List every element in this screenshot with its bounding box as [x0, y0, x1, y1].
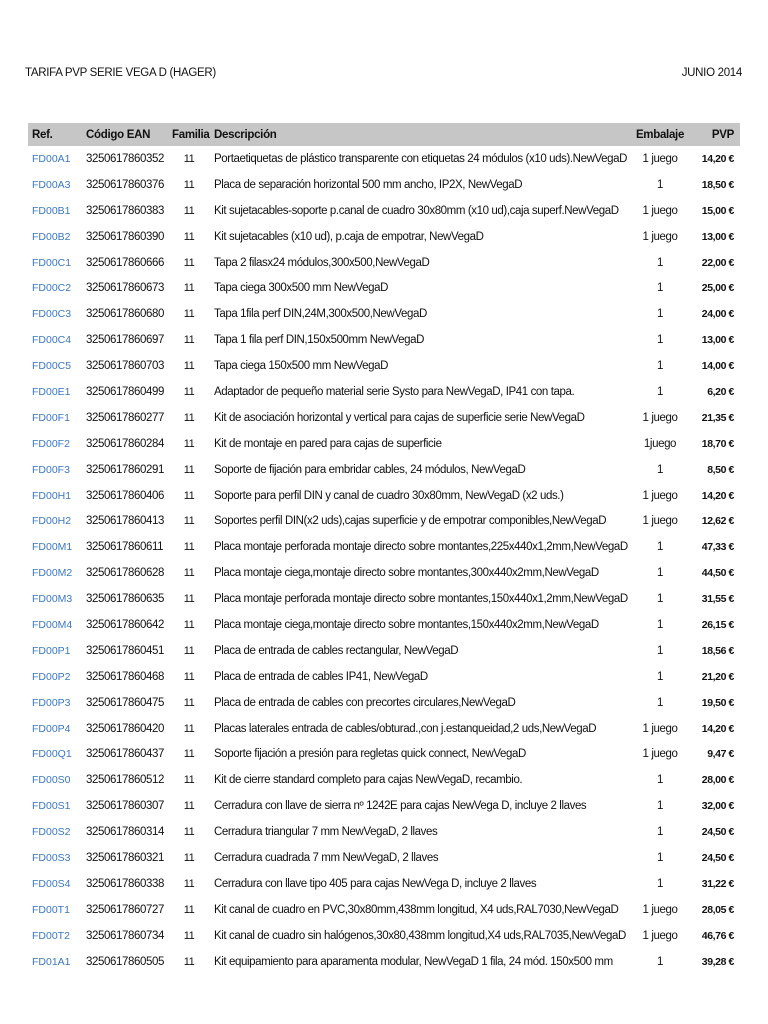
ean-cell: 3250617860635: [86, 593, 164, 606]
descripcion-cell: Placa de entrada de cables IP41, NewVegaD: [214, 670, 428, 683]
descripcion-cell: Placas laterales entrada de cables/obturad.,con j.estanqueidad,2 uds,NewVegaD: [214, 722, 597, 735]
pvp-cell: 25,00 €: [701, 282, 734, 295]
descripcion-cell: Cerradura triangular 7 mm NewVegaD, 2 llaves: [214, 826, 438, 839]
familia-cell: 11: [183, 618, 195, 631]
pvp-cell: 12,62 €: [701, 515, 734, 528]
ean-cell: 3250617860376: [86, 178, 164, 191]
embalaje-cell: 1: [657, 618, 663, 631]
ref-cell: FD00A1: [32, 152, 71, 165]
ean-cell: 3250617860703: [86, 360, 164, 373]
embalaje-cell: 1: [657, 593, 663, 606]
table-row: [28, 250, 740, 276]
embalaje-cell: 1: [657, 851, 663, 864]
ref-cell: FD00T1: [32, 903, 70, 916]
table-row: [28, 560, 740, 586]
ean-cell: 3250617860390: [86, 230, 164, 243]
pvp-cell: 24,50 €: [701, 826, 734, 839]
ref-cell: FD00P1: [32, 644, 71, 657]
table-row: [28, 767, 740, 793]
familia-cell: 11: [183, 748, 195, 761]
pvp-cell: 18,56 €: [701, 644, 734, 657]
embalaje-cell: 1: [657, 256, 663, 269]
familia-cell: 11: [183, 929, 195, 942]
embalaje-cell: 1 juego: [642, 722, 678, 735]
descripcion-cell: Placa montaje perforada montaje directo sobre montantes,225x440x1,2mm,NewVegaD: [214, 541, 628, 554]
pvp-cell: 21,20 €: [701, 670, 734, 683]
familia-cell: 11: [183, 204, 195, 217]
familia-cell: 11: [183, 722, 195, 735]
embalaje-cell: 1: [657, 282, 663, 295]
ref-cell: FD00C5: [32, 360, 72, 373]
ref-cell: FD00M3: [32, 593, 73, 606]
ean-cell: 3250617860321: [86, 851, 164, 864]
table-row: [28, 638, 740, 664]
familia-cell: 11: [183, 955, 195, 968]
pvp-cell: 44,50 €: [701, 567, 734, 580]
pvp-cell: 19,50 €: [701, 696, 734, 709]
ean-cell: 3250617860642: [86, 618, 164, 631]
descripcion-cell: Placa montaje ciega,montaje directo sobre montantes,300x440x2mm,NewVegaD: [214, 567, 599, 580]
familia-cell: 11: [183, 696, 195, 709]
table-row: [28, 923, 740, 949]
ean-cell: 3250617860291: [86, 463, 164, 476]
descripcion-cell: Tapa ciega 300x500 mm NewVegaD: [214, 282, 389, 295]
pvp-cell: 46,76 €: [701, 929, 734, 942]
embalaje-cell: 1 juego: [642, 515, 678, 528]
familia-cell: 11: [183, 385, 195, 398]
pvp-cell: 14,20 €: [701, 152, 734, 165]
table-row: [28, 819, 740, 845]
pvp-cell: 26,15 €: [701, 618, 734, 631]
ref-cell: FD00M4: [32, 618, 73, 631]
column-header-descripcion: Descripción: [214, 128, 277, 141]
pvp-cell: 31,55 €: [701, 593, 734, 606]
ean-cell: 3250617860468: [86, 670, 164, 683]
pvp-cell: 22,00 €: [701, 256, 734, 269]
document-title: TARIFA PVP SERIE VEGA D (HAGER): [25, 67, 216, 79]
descripcion-cell: Kit sujetacables (x10 ud), p.caja de empotrar, NewVegaD: [214, 230, 484, 243]
ean-cell: 3250617860338: [86, 877, 164, 890]
familia-cell: 11: [183, 411, 195, 424]
table-row: [28, 198, 740, 224]
familia-cell: 11: [183, 644, 195, 657]
descripcion-cell: Kit sujetacables-soporte p.canal de cuadro 30x80mm (x10 ud),caja superf.NewVegaD: [214, 204, 619, 217]
descripcion-cell: Adaptador de pequeño material serie Systo para NewVegaD, IP41 con tapa.: [214, 385, 575, 398]
ean-cell: 3250617860406: [86, 489, 164, 502]
descripcion-cell: Placa de separación horizontal 500 mm ancho, IP2X, NewVegaD: [214, 178, 523, 191]
ref-cell: FD00H1: [32, 489, 72, 502]
descripcion-cell: Tapa 1 fila perf DIN,150x500mm NewVegaD: [214, 334, 425, 347]
embalaje-cell: 1: [657, 541, 663, 554]
ean-cell: 3250617860499: [86, 385, 164, 398]
descripcion-cell: Portaetiquetas de plástico transparente con etiquetas 24 módulos (x10 uds).NewVegaD: [214, 152, 628, 165]
table-row: [28, 949, 740, 975]
descripcion-cell: Placa montaje ciega,montaje directo sobre montantes,150x440x2mm,NewVegaD: [214, 618, 599, 631]
ref-cell: FD00P3: [32, 696, 71, 709]
ref-cell: FD00C2: [32, 282, 72, 295]
pvp-cell: 8,50 €: [707, 463, 734, 476]
familia-cell: 11: [183, 541, 195, 554]
descripcion-cell: Soporte fijación a presión para regletas quick connect, NewVegaD: [214, 748, 526, 761]
embalaje-cell: 1: [657, 308, 663, 321]
ean-cell: 3250617860512: [86, 774, 164, 787]
familia-cell: 11: [183, 178, 195, 191]
pvp-cell: 14,00 €: [701, 360, 734, 373]
ref-cell: FD00P2: [32, 670, 71, 683]
descripcion-cell: Kit de cierre standard completo para cajas NewVegaD, recambio.: [214, 774, 523, 787]
table-row: [28, 146, 740, 172]
ref-cell: FD00C3: [32, 308, 72, 321]
embalaje-cell: 1 juego: [642, 929, 678, 942]
familia-cell: 11: [183, 437, 195, 450]
table-row: [28, 586, 740, 612]
descripcion-cell: Kit de asociación horizontal y vertical para cajas de superficie serie NewVegaD: [214, 411, 585, 424]
embalaje-cell: 1: [657, 360, 663, 373]
ref-cell: FD00F2: [32, 437, 70, 450]
table-row: [28, 871, 740, 897]
table-body: [28, 146, 740, 975]
familia-cell: 11: [183, 774, 195, 787]
embalaje-cell: 1 juego: [642, 204, 678, 217]
embalaje-cell: 1juego: [643, 437, 677, 450]
ean-cell: 3250617860505: [86, 955, 164, 968]
table-row: [28, 793, 740, 819]
descripcion-cell: Kit canal de cuadro sin halógenos,30x80,438mm longitud,X4 uds,RAL7035,NewVegaD: [214, 929, 626, 942]
table-row: [28, 741, 740, 767]
descripcion-cell: Tapa 1fila perf DIN,24M,300x500,NewVegaD: [214, 308, 427, 321]
familia-cell: 11: [183, 334, 195, 347]
pvp-cell: 15,00 €: [701, 204, 734, 217]
descripcion-cell: Cerradura cuadrada 7 mm NewVegaD, 2 llaves: [214, 851, 439, 864]
ean-cell: 3250617860451: [86, 644, 164, 657]
descripcion-cell: Placa de entrada de cables con precortes circulares,NewVegaD: [214, 696, 516, 709]
pvp-cell: 28,00 €: [701, 774, 734, 787]
ref-cell: FD00P4: [32, 722, 71, 735]
ean-cell: 3250617860284: [86, 437, 164, 450]
ref-cell: FD00B2: [32, 230, 71, 243]
pvp-cell: 31,22 €: [701, 877, 734, 890]
ref-cell: FD00S0: [32, 774, 71, 787]
table-row: [28, 690, 740, 716]
pvp-cell: 21,35 €: [701, 411, 734, 424]
pvp-cell: 39,28 €: [701, 955, 734, 968]
ref-cell: FD01A1: [32, 955, 71, 968]
table-row: [28, 431, 740, 457]
table-row: [28, 353, 740, 379]
ean-cell: 3250617860307: [86, 800, 164, 813]
familia-cell: 11: [183, 851, 195, 864]
ref-cell: FD00S4: [32, 877, 71, 890]
table-row: [28, 405, 740, 431]
descripcion-cell: Kit de montaje en pared para cajas de superficie: [214, 437, 442, 450]
embalaje-cell: 1: [657, 178, 663, 191]
column-header-ean: Código EAN: [86, 128, 151, 141]
descripcion-cell: Soporte de fijación para embridar cables, 24 módulos, NewVegaD: [214, 463, 526, 476]
pvp-cell: 18,70 €: [701, 437, 734, 450]
embalaje-cell: 1: [657, 644, 663, 657]
descripcion-cell: Kit canal de cuadro en PVC,30x80mm,438mm longitud, X4 uds,RAL7030,NewVegaD: [214, 903, 619, 916]
embalaje-cell: 1 juego: [642, 230, 678, 243]
table-row: [28, 301, 740, 327]
embalaje-cell: 1: [657, 877, 663, 890]
embalaje-cell: 1: [657, 774, 663, 787]
ean-cell: 3250617860314: [86, 826, 164, 839]
ref-cell: FD00F1: [32, 411, 70, 424]
ean-cell: 3250617860611: [86, 541, 164, 554]
descripcion-cell: Cerradura con llave tipo 405 para cajas NewVega D, incluye 2 llaves: [214, 877, 537, 890]
ean-cell: 3250617860475: [86, 696, 164, 709]
descripcion-cell: Placa de entrada de cables rectangular, NewVegaD: [214, 644, 459, 657]
table-row: [28, 897, 740, 923]
ean-cell: 3250617860420: [86, 722, 164, 735]
ean-cell: 3250617860697: [86, 334, 164, 347]
table-row: [28, 612, 740, 638]
descripcion-cell: Tapa ciega 150x500 mm NewVegaD: [214, 360, 389, 373]
ean-cell: 3250617860727: [86, 903, 164, 916]
ref-cell: FD00E1: [32, 385, 71, 398]
embalaje-cell: 1: [657, 463, 663, 476]
familia-cell: 11: [183, 515, 195, 528]
table-row: [28, 457, 740, 483]
ref-cell: FD00Q1: [32, 748, 72, 761]
pvp-cell: 24,50 €: [701, 851, 734, 864]
descripcion-cell: Soporte para perfil DIN y canal de cuadro 30x80mm, NewVegaD (x2 uds.): [214, 489, 564, 502]
embalaje-cell: 1 juego: [642, 489, 678, 502]
table-row: [28, 534, 740, 560]
ean-cell: 3250617860734: [86, 929, 164, 942]
familia-cell: 11: [183, 593, 195, 606]
table-row: [28, 664, 740, 690]
ref-cell: FD00C4: [32, 334, 72, 347]
ref-cell: FD00A3: [32, 178, 71, 191]
pvp-cell: 28,05 €: [701, 903, 734, 916]
table-row: [28, 716, 740, 742]
ean-cell: 3250617860437: [86, 748, 164, 761]
ref-cell: FD00C1: [32, 256, 72, 269]
pvp-cell: 14,20 €: [701, 489, 734, 502]
ref-cell: FD00S2: [32, 826, 71, 839]
descripcion-cell: Soportes perfil DIN(x2 uds),cajas superficie y de empotrar componibles,NewVegaD: [214, 515, 607, 528]
embalaje-cell: 1 juego: [642, 903, 678, 916]
familia-cell: 11: [183, 903, 195, 916]
table-row: [28, 379, 740, 405]
table-row: [28, 508, 740, 534]
ref-cell: FD00S3: [32, 851, 71, 864]
familia-cell: 11: [183, 877, 195, 890]
embalaje-cell: 1: [657, 334, 663, 347]
column-header-ref: Ref.: [32, 128, 53, 141]
ref-cell: FD00M1: [32, 541, 73, 554]
pvp-cell: 13,00 €: [701, 230, 734, 243]
ref-cell: FD00M2: [32, 567, 73, 580]
column-header-pvp: PVP: [711, 128, 734, 141]
embalaje-cell: 1 juego: [642, 748, 678, 761]
descripcion-cell: Tapa 2 filasx24 módulos,300x500,NewVegaD: [214, 256, 430, 269]
descripcion-cell: Placa montaje perforada montaje directo sobre montantes,150x440x1,2mm,NewVegaD: [214, 593, 628, 606]
ean-cell: 3250617860413: [86, 515, 164, 528]
column-header-embalaje: Embalaje: [635, 128, 685, 141]
ean-cell: 3250617860383: [86, 204, 164, 217]
familia-cell: 11: [183, 308, 195, 321]
table-row: [28, 275, 740, 301]
familia-cell: 11: [183, 463, 195, 476]
ean-cell: 3250617860673: [86, 282, 164, 295]
ean-cell: 3250617860680: [86, 308, 164, 321]
embalaje-cell: 1: [657, 955, 663, 968]
table-row: [28, 224, 740, 250]
table-row: [28, 845, 740, 871]
document-date: JUNIO 2014: [681, 67, 742, 79]
ean-cell: 3250617860666: [86, 256, 164, 269]
pvp-cell: 18,50 €: [701, 178, 734, 191]
descripcion-cell: Kit equipamiento para aparamenta modular, NewVegaD 1 fila, 24 mód. 150x500 mm: [214, 955, 613, 968]
pvp-cell: 6,20 €: [707, 385, 734, 398]
embalaje-cell: 1: [657, 567, 663, 580]
familia-cell: 11: [183, 567, 195, 580]
familia-cell: 11: [183, 670, 195, 683]
embalaje-cell: 1: [657, 385, 663, 398]
table-row: [28, 483, 740, 509]
column-header-familia: Familia: [172, 128, 210, 141]
table-row: [28, 172, 740, 198]
familia-cell: 11: [183, 282, 195, 295]
embalaje-cell: 1 juego: [642, 152, 678, 165]
descripcion-cell: Cerradura con llave de sierra nº 1242E para cajas NewVega D, incluye 2 llaves: [214, 800, 587, 813]
ref-cell: FD00B1: [32, 204, 71, 217]
embalaje-cell: 1: [657, 670, 663, 683]
familia-cell: 11: [183, 826, 195, 839]
ean-cell: 3250617860352: [86, 152, 164, 165]
table-header-row: [28, 123, 740, 146]
embalaje-cell: 1 juego: [642, 411, 678, 424]
ref-cell: FD00F3: [32, 463, 70, 476]
embalaje-cell: 1: [657, 826, 663, 839]
familia-cell: 11: [183, 360, 195, 373]
ref-cell: FD00H2: [32, 515, 72, 528]
familia-cell: 11: [183, 230, 195, 243]
ean-cell: 3250617860277: [86, 411, 164, 424]
table-row: [28, 327, 740, 353]
pvp-cell: 9,47 €: [707, 748, 734, 761]
familia-cell: 11: [183, 152, 195, 165]
ref-cell: FD00T2: [32, 929, 70, 942]
familia-cell: 11: [183, 489, 195, 502]
ref-cell: FD00S1: [32, 800, 71, 813]
familia-cell: 11: [183, 800, 195, 813]
pvp-cell: 47,33 €: [701, 541, 734, 554]
familia-cell: 11: [183, 256, 195, 269]
embalaje-cell: 1: [657, 696, 663, 709]
ean-cell: 3250617860628: [86, 567, 164, 580]
price-table: [28, 123, 740, 975]
pvp-cell: 14,20 €: [701, 722, 734, 735]
embalaje-cell: 1: [657, 800, 663, 813]
pvp-cell: 24,00 €: [701, 308, 734, 321]
pvp-cell: 32,00 €: [701, 800, 734, 813]
pvp-cell: 13,00 €: [701, 334, 734, 347]
